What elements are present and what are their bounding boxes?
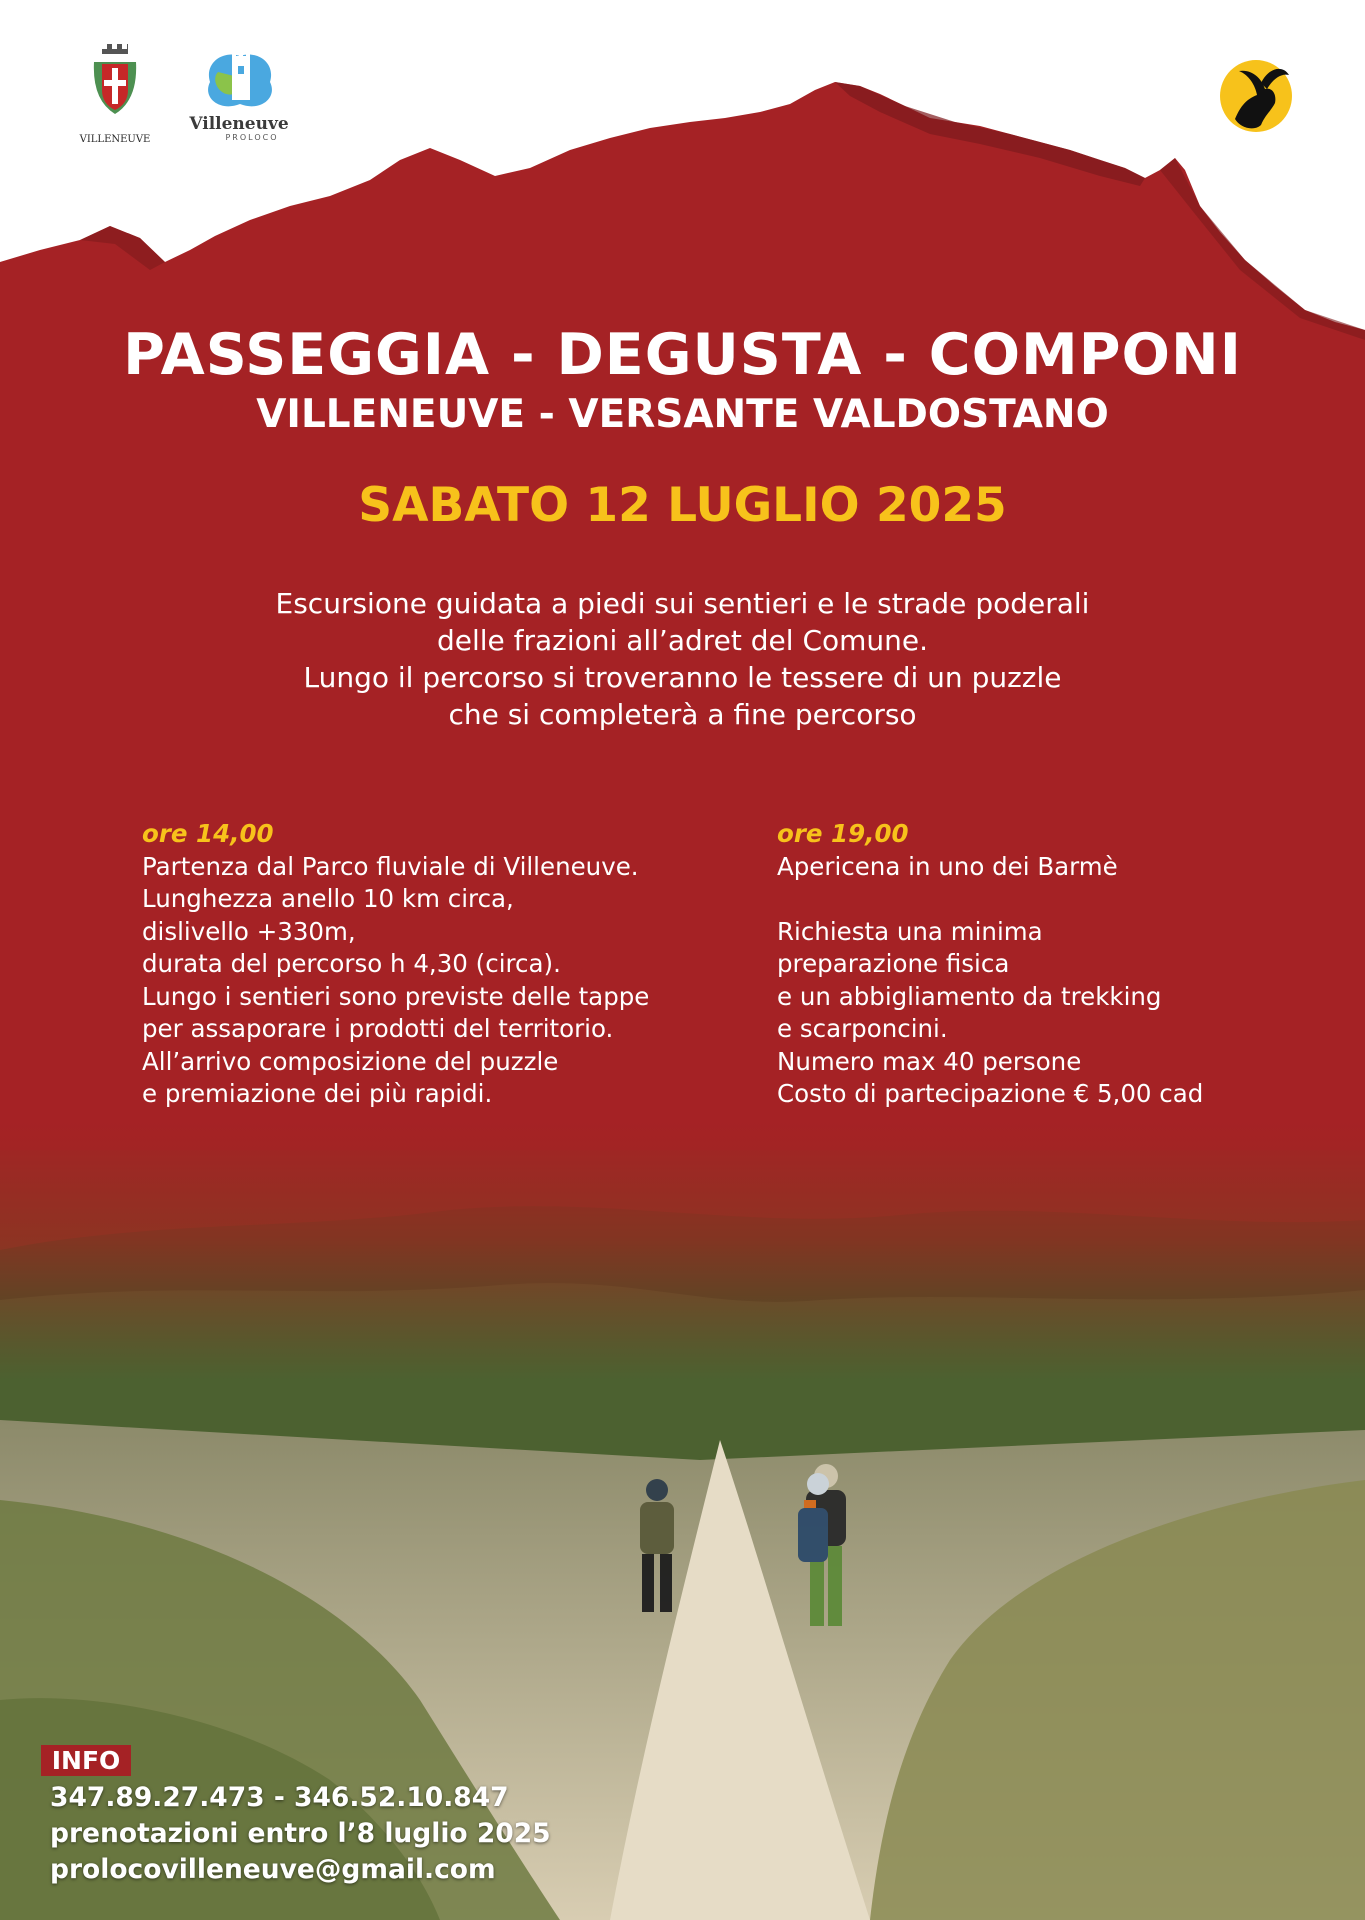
- intro-line: Lungo il percorso si troveranno le tessere di un puzzle: [303, 661, 1062, 694]
- coat-of-arms-icon: [80, 40, 150, 132]
- intro-line: che si completerà a fine percorso: [448, 698, 917, 731]
- event-date: SABATO 12 LUGLIO 2025: [358, 478, 1007, 533]
- info-booking: prenotazioni entro l’8 luglio 2025: [50, 1818, 551, 1849]
- intro-line: Escursione guidata a piedi sui sentieri e le strade poderali: [275, 587, 1090, 620]
- schedule-line: Numero max 40 persone: [777, 1046, 1082, 1076]
- comune-logo: [80, 40, 150, 132]
- info-label: INFO: [41, 1745, 131, 1776]
- schedule-line: Costo di partecipazione € 5,00 cad: [777, 1079, 1204, 1108]
- schedule-evening: [777, 818, 1203, 1111]
- event-subtitle: VILLENEUVE - VERSANTE VALDOSTANO: [256, 392, 1109, 437]
- schedule-line: e premiazione dei più rapidi.: [142, 1079, 493, 1108]
- schedule-line: Apericena in uno dei Barmè: [777, 851, 1118, 881]
- schedule-line: per assaporare i prodotti del territorio.: [142, 1014, 614, 1043]
- schedule-line: Lungo i sentieri sono previste delle tappe: [142, 981, 650, 1011]
- tower-icon: [200, 42, 280, 116]
- proloco-logo: [200, 42, 280, 116]
- schedule-time: ore 14,00: [142, 819, 274, 848]
- schedule-line: Partenza dal Parco fluviale di Villeneuve.: [142, 851, 639, 881]
- schedule-line: Lunghezza anello 10 km circa,: [142, 884, 514, 913]
- schedule-line: durata del percorso h 4,30 (circa).: [142, 949, 561, 978]
- schedule-line: dislivello +330m,: [142, 916, 356, 946]
- schedule-afternoon: [142, 818, 649, 1111]
- event-title: PASSEGGIA - DEGUSTA - COMPONI: [123, 322, 1242, 388]
- schedule-line: [777, 883, 1203, 916]
- schedule-time: ore 19,00: [777, 819, 909, 848]
- info-contacts: [50, 1780, 551, 1888]
- schedule-line: Richiesta una minima: [777, 916, 1043, 946]
- intro-paragraph: [180, 585, 1185, 733]
- schedule-line: e un abbigliamento da trekking: [777, 981, 1162, 1011]
- comune-logo-label: VILLENEUVE: [79, 134, 151, 145]
- schedule-line: e scarponcini.: [777, 1014, 948, 1043]
- info-phones[interactable]: 347.89.27.473 - 346.52.10.847: [50, 1782, 509, 1813]
- intro-line: delle frazioni all’adret del Comune.: [436, 624, 929, 657]
- proloco-logo-sub: PROLOCO: [225, 133, 279, 142]
- proloco-logo-name: Villeneuve: [189, 114, 289, 134]
- info-email[interactable]: prolocovilleneuve@gmail.com: [50, 1854, 496, 1885]
- schedule-line: All’arrivo composizione del puzzle: [142, 1046, 559, 1076]
- schedule-line: preparazione fisica: [777, 949, 1010, 978]
